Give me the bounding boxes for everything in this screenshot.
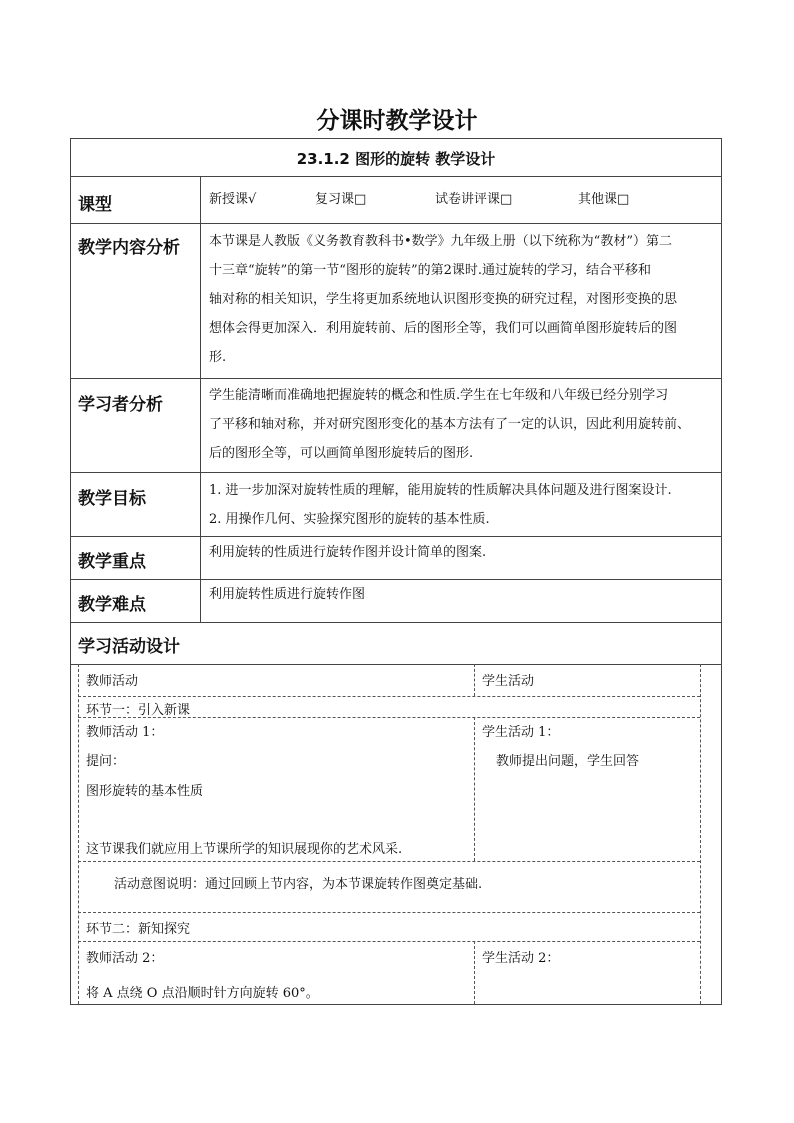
column-divider — [474, 941, 475, 1004]
inner-right-border — [700, 664, 701, 1004]
table-border-bottom — [70, 1004, 722, 1005]
text-line: 2. 用操作几何、实验探究图形的旋转的基本性质. — [209, 512, 490, 527]
teacher-activity-2-text: 将 A 点绕 O 点沿顺时针方向旋转 60°。 — [86, 986, 319, 1001]
lesson-title: 23.1.2 图形的旋转 教学设计 — [296, 150, 496, 168]
row-divider — [78, 941, 700, 942]
content-analysis-text — [209, 227, 715, 372]
student-activity-1-text: 教师提出问题，学生回答 — [496, 754, 640, 769]
text-line: 后的图形全等，可以画简单图形旋转后的图形. — [209, 446, 474, 461]
activity-intent-1: 活动意图说明：通过回顾上节内容，为本节课旋转作图奠定基础. — [114, 877, 483, 892]
content-analysis-label: 教学内容分析 — [78, 238, 180, 258]
row-divider — [70, 378, 722, 379]
difficulties-label: 教学难点 — [78, 595, 146, 615]
student-activity-1-title: 学生活动 1： — [482, 725, 560, 740]
lesson-type-label: 课型 — [78, 195, 112, 215]
student-activity-header: 学生活动 — [482, 674, 535, 689]
row-divider — [70, 223, 722, 224]
row-divider — [78, 696, 700, 697]
objectives-text — [209, 476, 715, 534]
teacher-activity-1-line: 图形旋转的基本性质 — [86, 784, 204, 799]
label-column-divider — [200, 176, 201, 622]
objectives-label: 教学目标 — [78, 489, 146, 509]
student-activity-2-title: 学生活动 2： — [482, 951, 560, 966]
row-divider — [78, 912, 700, 913]
text-line: 轴对称的相关知识，学生将更加系统地认识图形变换的研究过程，对图形变换的思 — [209, 292, 678, 307]
text-line: 1. 进一步加深对旋转性质的理解，能用旋转的性质解决具体问题及进行图案设计. — [209, 483, 672, 498]
teacher-activity-1-title: 教师活动 1： — [86, 725, 164, 740]
teacher-activity-2-title: 教师活动 2： — [86, 951, 164, 966]
table-border-top — [70, 138, 722, 139]
learner-analysis-text — [209, 381, 715, 468]
inner-left-border — [78, 664, 79, 1004]
column-divider — [474, 664, 475, 696]
teacher-activity-header: 教师活动 — [86, 674, 139, 689]
row-divider — [70, 536, 722, 537]
lesson-type-exam-review: 试卷讲评课□ — [435, 192, 513, 207]
column-divider — [474, 717, 475, 861]
teacher-activity-1-line: 提问： — [86, 754, 126, 769]
row-divider — [70, 176, 722, 177]
table-border-right — [721, 138, 722, 1004]
activity-design-label: 学习活动设计 — [78, 637, 180, 657]
text-line: 了平移和轴对称，并对研究图形变化的基本方法有了一定的认识，因此利用旋转前、 — [209, 417, 691, 432]
page-title: 分课时教学设计 — [316, 108, 478, 134]
text-line: 本节课是人教版《义务教育教科书•数学》九年级上册（以下统称为“教材”）第二 — [209, 234, 672, 249]
text-line: 想体会得更加深入．利用旋转前、后的图形全等，我们可以画简单图形旋转后的图 — [209, 321, 678, 336]
key-points-label: 教学重点 — [78, 552, 146, 572]
row-divider — [70, 664, 722, 665]
row-divider — [78, 861, 700, 862]
row-divider — [70, 622, 722, 623]
text-line: 形. — [209, 350, 227, 365]
row-divider — [70, 472, 722, 473]
lesson-type-other: 其他课□ — [578, 192, 630, 207]
step-1-title: 环节一：引入新课 — [86, 703, 191, 718]
difficulties-text: 利用旋转性质进行旋转作图 — [209, 587, 366, 602]
text-line: 十三章“旋转”的第一节“图形的旋转”的第2课时.通过旋转的学习，结合平移和 — [209, 263, 651, 278]
lesson-type-new: 新授课√ — [209, 192, 257, 207]
key-points-text: 利用旋转的性质进行旋转作图并设计简单的图案. — [209, 545, 487, 560]
text-line: 学生能清晰而准确地把握旋转的概念和性质.学生在七年级和八年级已经分别学习 — [209, 388, 669, 403]
teacher-activity-1-line: 这节课我们就应用上节课所学的知识展现你的艺术风采. — [86, 842, 403, 857]
lesson-type-review: 复习课□ — [315, 192, 367, 207]
table-border-left — [70, 138, 71, 1004]
learner-analysis-label: 学习者分析 — [78, 395, 163, 415]
step-2-title: 环节二：新知探究 — [86, 922, 191, 937]
